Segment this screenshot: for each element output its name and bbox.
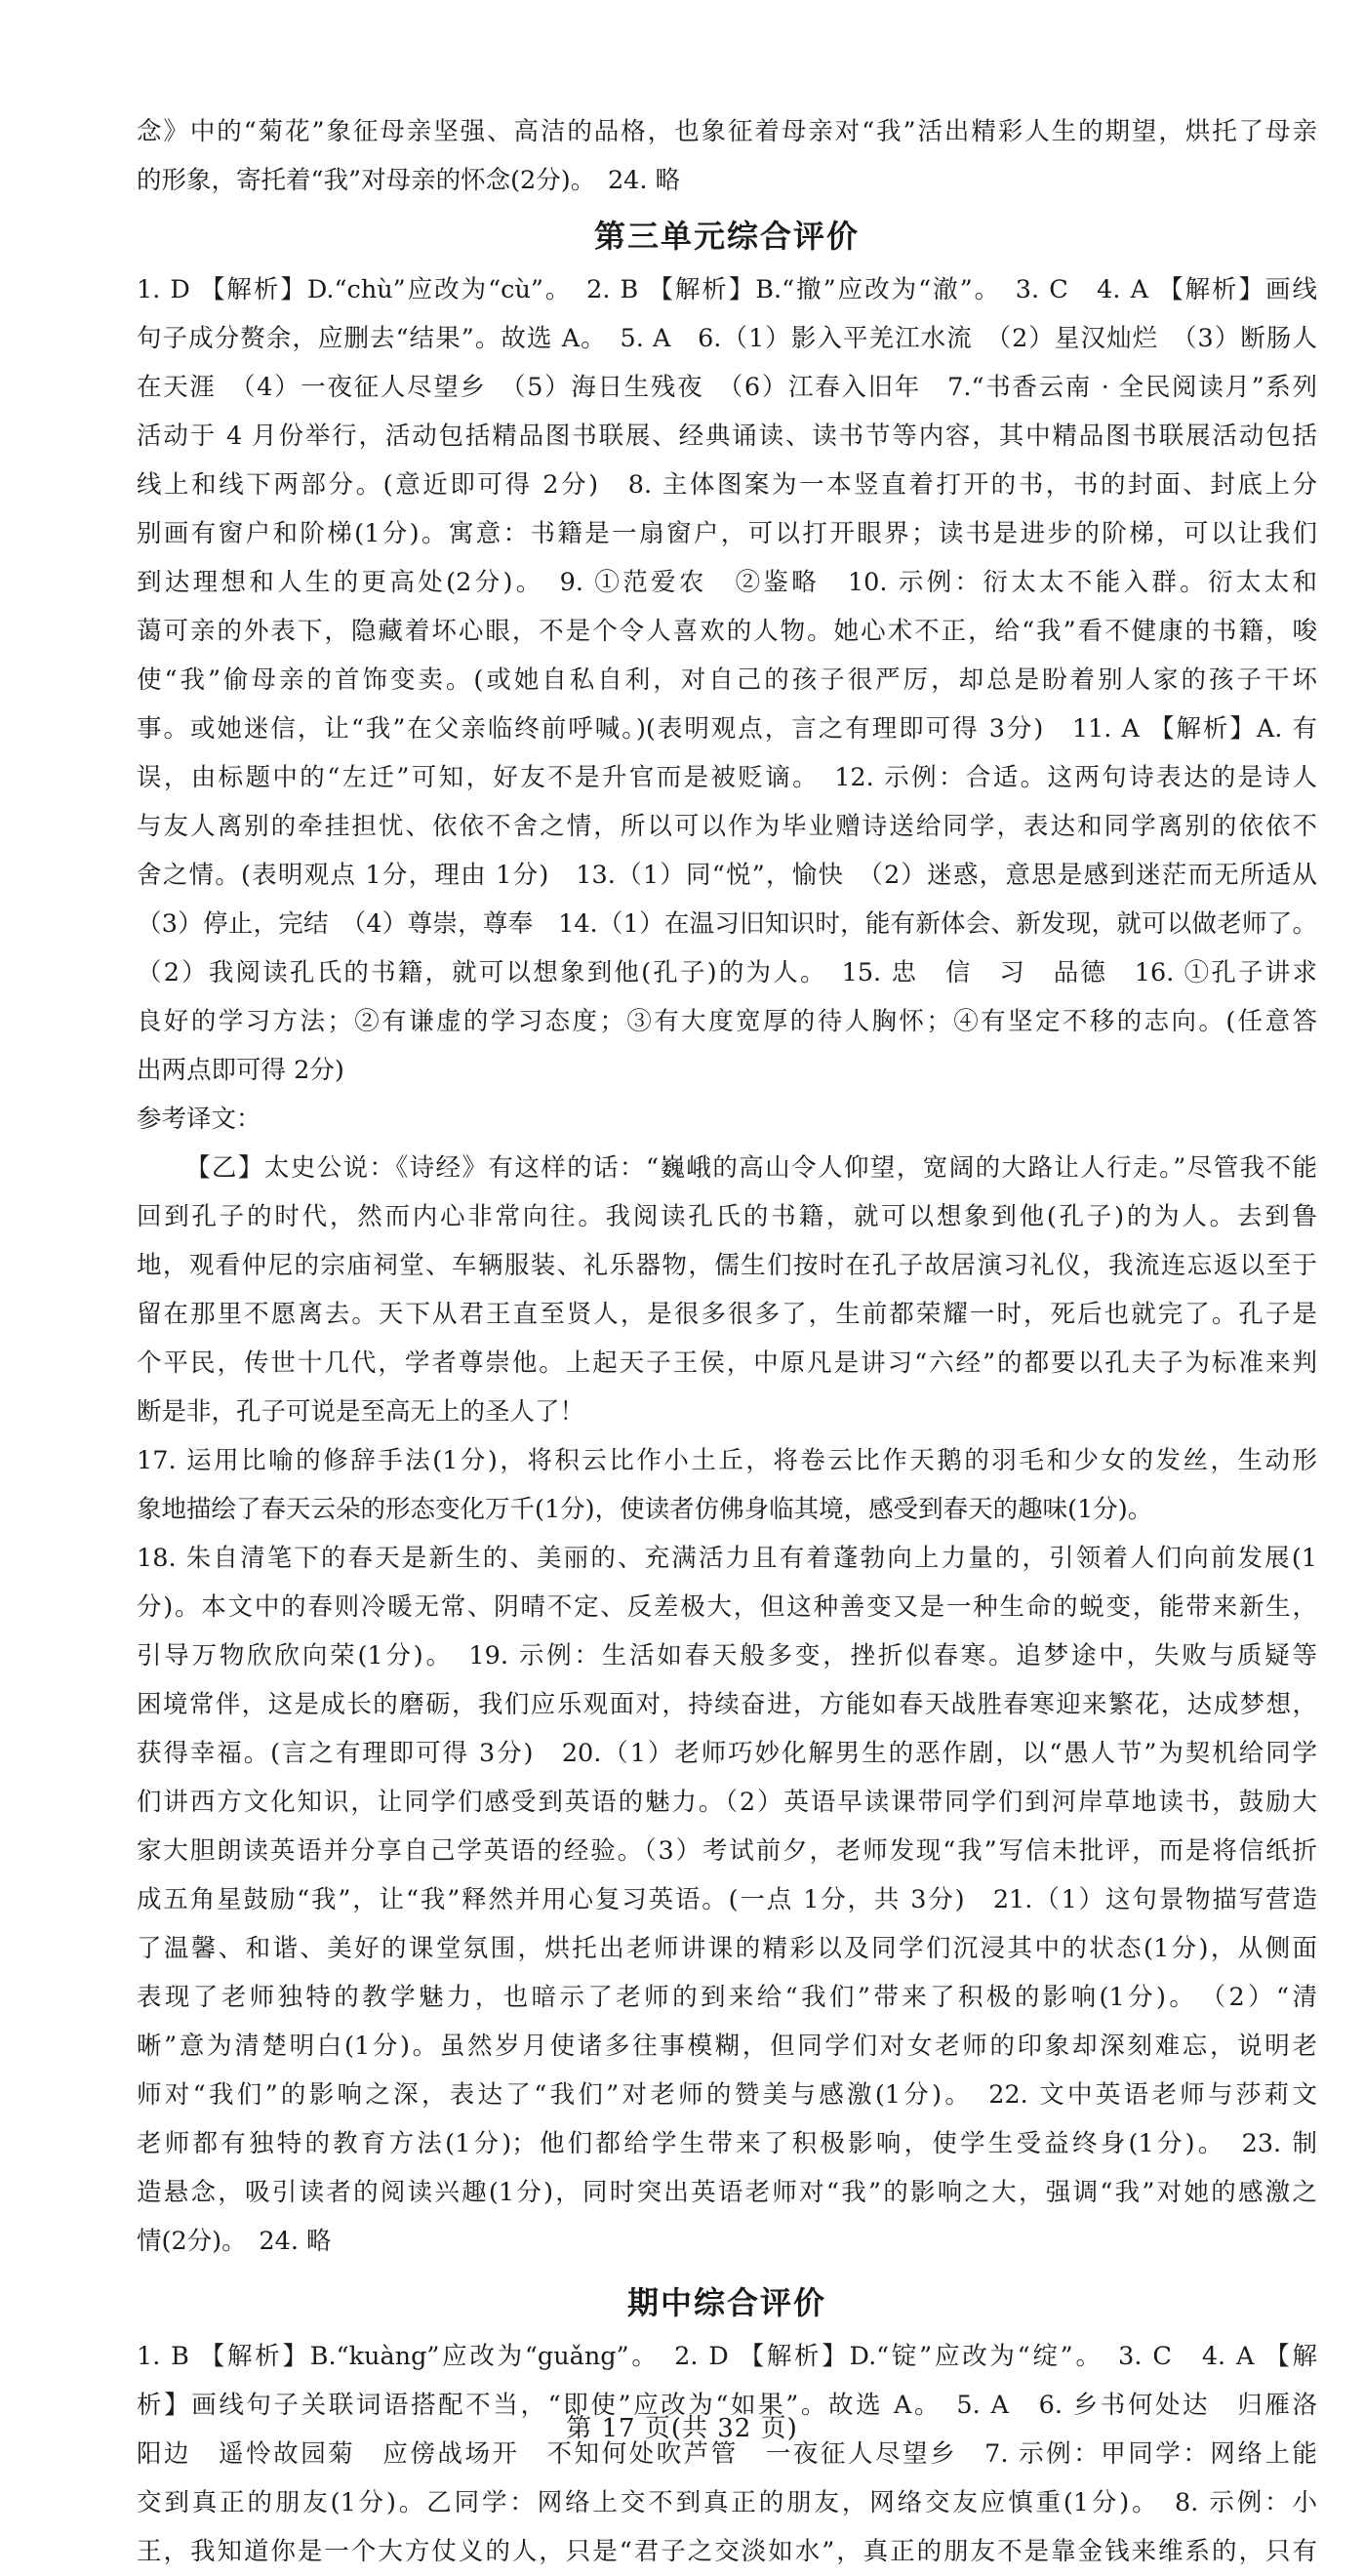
text-line: 老师都有独特的教育方法(1分)；他们都给学生带来了积极影响，使学生受益终身(1分)。 23. 制: [137, 2129, 1317, 2158]
text-line: 17. 运用比喻的修辞手法(1分)，将积云比作小土丘，将卷云比作天鹅的羽毛和少女的发丝，生动形: [137, 1446, 1317, 1475]
text-line: 个平民，传世十几代，学者尊崇他。上起天子王侯，中原凡是讲习“六经”的都要以孔夫子为标准来判: [137, 1348, 1317, 1378]
text-line: 在天涯 （4）一夜征人尽望乡 （5）海日生残夜 （6）江春入旧年 7.“书香云南 · 全民阅读月”系列: [137, 373, 1317, 402]
text-line: 回到孔子的时代，然而内心非常向往。我阅读孔氏的书籍，就可以想象到他(孔子)的为人。去到鲁: [137, 1202, 1317, 1231]
text-line: 了温馨、和谐、美好的课堂氛围，烘托出老师讲课的精彩以及同学们沉浸其中的状态(1分)，从侧面: [137, 1934, 1317, 1963]
text-line: 分)。本文中的春则冷暖无常、阴晴不定、反差极大，但这种善变又是一种生命的蜕变，能带来新生，: [137, 1592, 1317, 1622]
text-line: 句子成分赘余，应删去“结果”。故选 A。 5. A 6.（1）影入平羌江水流 （2）星汉灿烂 （3）断肠人: [137, 324, 1317, 353]
text-line: 情(2分)。 24. 略: [137, 2227, 332, 2256]
text-line: 象地描绘了春天云朵的形态变化万千(1分)，使读者仿佛身临其境，感受到春天的趣味(1分)。: [137, 1495, 1153, 1524]
text-line: 断是非，孔子可说是至高无上的圣人了！: [137, 1397, 585, 1427]
text-line: 18. 朱自清笔下的春天是新生的、美丽的、充满活力且有着蓬勃向上力量的，引领着人们向前发展(1: [137, 1544, 1317, 1573]
answer-page: [137, 107, 1317, 2576]
page-number-footer: 第 17 页(共 32 页): [566, 2414, 798, 2443]
text-line: 造悬念，吸引读者的阅读兴趣(1分)，同时突出英语老师对“我”的影响之大，强调“我”对她的感激之: [137, 2178, 1317, 2207]
text-line: 别画有窗户和阶梯(1分)。寓意：书籍是一扇窗户，可以打开眼界；读书是进步的阶梯，可以让我们: [137, 519, 1317, 548]
text-line: 留在那里不愿离去。天下从君王直至贤人，是很多很多了，生前都荣耀一时，死后也就完了。孔子是: [137, 1300, 1317, 1329]
text-line: 们讲西方文化知识，让同学们感受到英语的魅力。（2）英语早读课带同学们到河岸草地读书，鼓励大: [137, 1788, 1317, 1817]
text-line: 1. D 【解析】D.“chù”应改为“cù”。 2. B 【解析】B.“撤”应改为“澈”。 3. C 4. A 【解析】画线: [137, 275, 1317, 304]
text-line: 【乙】太史公说：《诗经》有这样的话：“巍峨的高山令人仰望，宽阔的大路让人行走。”尽管我不能: [185, 1153, 1317, 1183]
text-line: 成五角星鼓励“我”，让“我”释然并用心复习英语。(一点 1分，共 3分) 21.（1）这句景物描写营造: [137, 1885, 1317, 1914]
text-line: 王，我知道你是一个大方仗义的人，只是“君子之交淡如水”，真正的朋友不是靠金钱来维系的，只有: [137, 2537, 1317, 2566]
text-line: 家大胆朗读英语并分享自己学英语的经验。（3）考试前夕，老师发现“我”写信未批评，而是将信纸折: [137, 1836, 1317, 1866]
text-line: 交到真正的朋友(1分)。乙同学：网络上交不到真正的朋友，网络交友应慎重(1分)。 8. 示例：小: [137, 2488, 1317, 2517]
reference-translation-label: 参考译文：: [137, 1105, 261, 1134]
section-title-unit3: 第三单元综合评价: [593, 218, 860, 255]
text-line: 师对“我们”的影响之深，表达了“我们”对老师的赞美与感激(1分)。 22. 文中英语老师与莎莉文: [137, 2080, 1317, 2110]
text-line: 1. B 【解析】B.“kuàng”应改为“guǎng”。 2. D 【解析】D.“锭”应改为“绽”。 3. C 4. A 【解: [137, 2342, 1317, 2371]
text-line: 阳边 遥怜故园菊 应傍战场开 不知何处吹芦管 一夜征人尽望乡 7. 示例：甲同学：网络上能: [137, 2439, 1317, 2469]
text-line: （2）我阅读孔氏的书籍，就可以想象到他(孔子)的为人。 15. 忠 信 习 品德 16. ①孔子讲求: [137, 958, 1317, 987]
text-line: 舍之情。(表明观点 1分，理由 1分) 13.（1）同“悦”，愉快 （2）迷惑，意思是感到迷茫而无所适从: [137, 861, 1317, 890]
text-line: 念》中的“菊花”象征母亲坚强、高洁的品格，也象征着母亲对“我”活出精彩人生的期望，烘托了母亲: [137, 117, 1317, 146]
text-line: 与友人离别的牵挂担忧、依依不舍之情，所以可以作为毕业赠诗送给同学，表达和同学离别的依依不: [137, 812, 1317, 841]
block-unit3-answers: [137, 265, 1317, 1095]
text-line: 获得幸福。(言之有理即可得 3分) 20.（1）老师巧妙化解男生的恶作剧，以“愚人节”为契机给同学: [137, 1739, 1317, 1768]
block-unit2-tail: [137, 107, 1317, 205]
text-line: （3）停止，完结 （4）尊崇，尊奉 14.（1）在温习旧知识时，能有新体会、新发现，就可以做老师了。: [137, 909, 1317, 939]
text-line: 蔼可亲的外表下，隐藏着坏心眼，不是个令人喜欢的人物。她心术不正，给“我”看不健康的书籍，唆: [137, 617, 1317, 646]
text-line: 困境常伴，这是成长的磨砺，我们应乐观面对，持续奋进，方能如春天战胜春寒迎来繁花，达成梦想，: [137, 1690, 1317, 1719]
text-line: 析】画线句子关联词语搭配不当，“即使”应改为“如果”。故选 A。 5. A 6. 乡书何处达 归雁洛: [137, 2391, 1317, 2420]
text-line: 晰”意为清楚明白(1分)。虽然岁月使诸多往事模糊，但同学们对女老师的印象却深刻难忘，说明老: [137, 2032, 1317, 2061]
block-midterm-answers: [137, 2332, 1317, 2576]
text-line: 表现了老师独特的教学魅力，也暗示了老师的到来给“我们”带来了积极的影响(1分)。 （2）“清: [137, 1983, 1317, 2012]
text-line: 引导万物欣欣向荣(1分)。 19. 示例：生活如春天般多变，挫折似春寒。追梦途中，失败与质疑等: [137, 1641, 1317, 1670]
text-line: 误，由标题中的“左迁”可知，好友不是升官而是被贬谪。 12. 示例：合适。这两句诗表达的是诗人: [137, 763, 1317, 792]
text-line: 出两点即可得 2分): [137, 1056, 344, 1085]
text-line: 的形象，寄托着“我”对母亲的怀念(2分)。 24. 略: [137, 166, 681, 195]
text-line: 事。或她迷信，让“我”在父亲临终前呼喊。)(表明观点，言之有理即可得 3分) 11. A 【解析】A. 有: [137, 714, 1317, 744]
text-line: 到达理想和人生的更高处(2分)。 9. ①范爱农 ②鉴略 10. 示例：衍太太不能入群。衍太太和: [137, 568, 1317, 597]
block-reading-answers: [137, 1436, 1317, 2266]
text-line: 线上和线下两部分。(意近即可得 2分) 8. 主体图案为一本竖直着打开的书，书的封面、封底上分: [137, 470, 1317, 500]
block-translation: [137, 1144, 1317, 1436]
text-line: 地，观看仲尼的宗庙祠堂、车辆服装、礼乐器物，儒生们按时在孔子故居演习礼仪，我流连忘返以至于: [137, 1251, 1317, 1280]
text-line: 良好的学习方法；②有谦虚的学习态度；③有大度宽厚的待人胸怀；④有坚定不移的志向。(任意答: [137, 1007, 1317, 1036]
text-line: 使“我”偷母亲的首饰变卖。(或她自私自利，对自己的孩子很严厉，却总是盼着别人家的孩子干坏: [137, 665, 1317, 695]
section-title-midterm: 期中综合评价: [626, 2284, 826, 2321]
text-line: 活动于 4 月份举行，活动包括精品图书联展、经典诵读、读书节等内容，其中精品图书联展活动包括: [137, 422, 1317, 451]
